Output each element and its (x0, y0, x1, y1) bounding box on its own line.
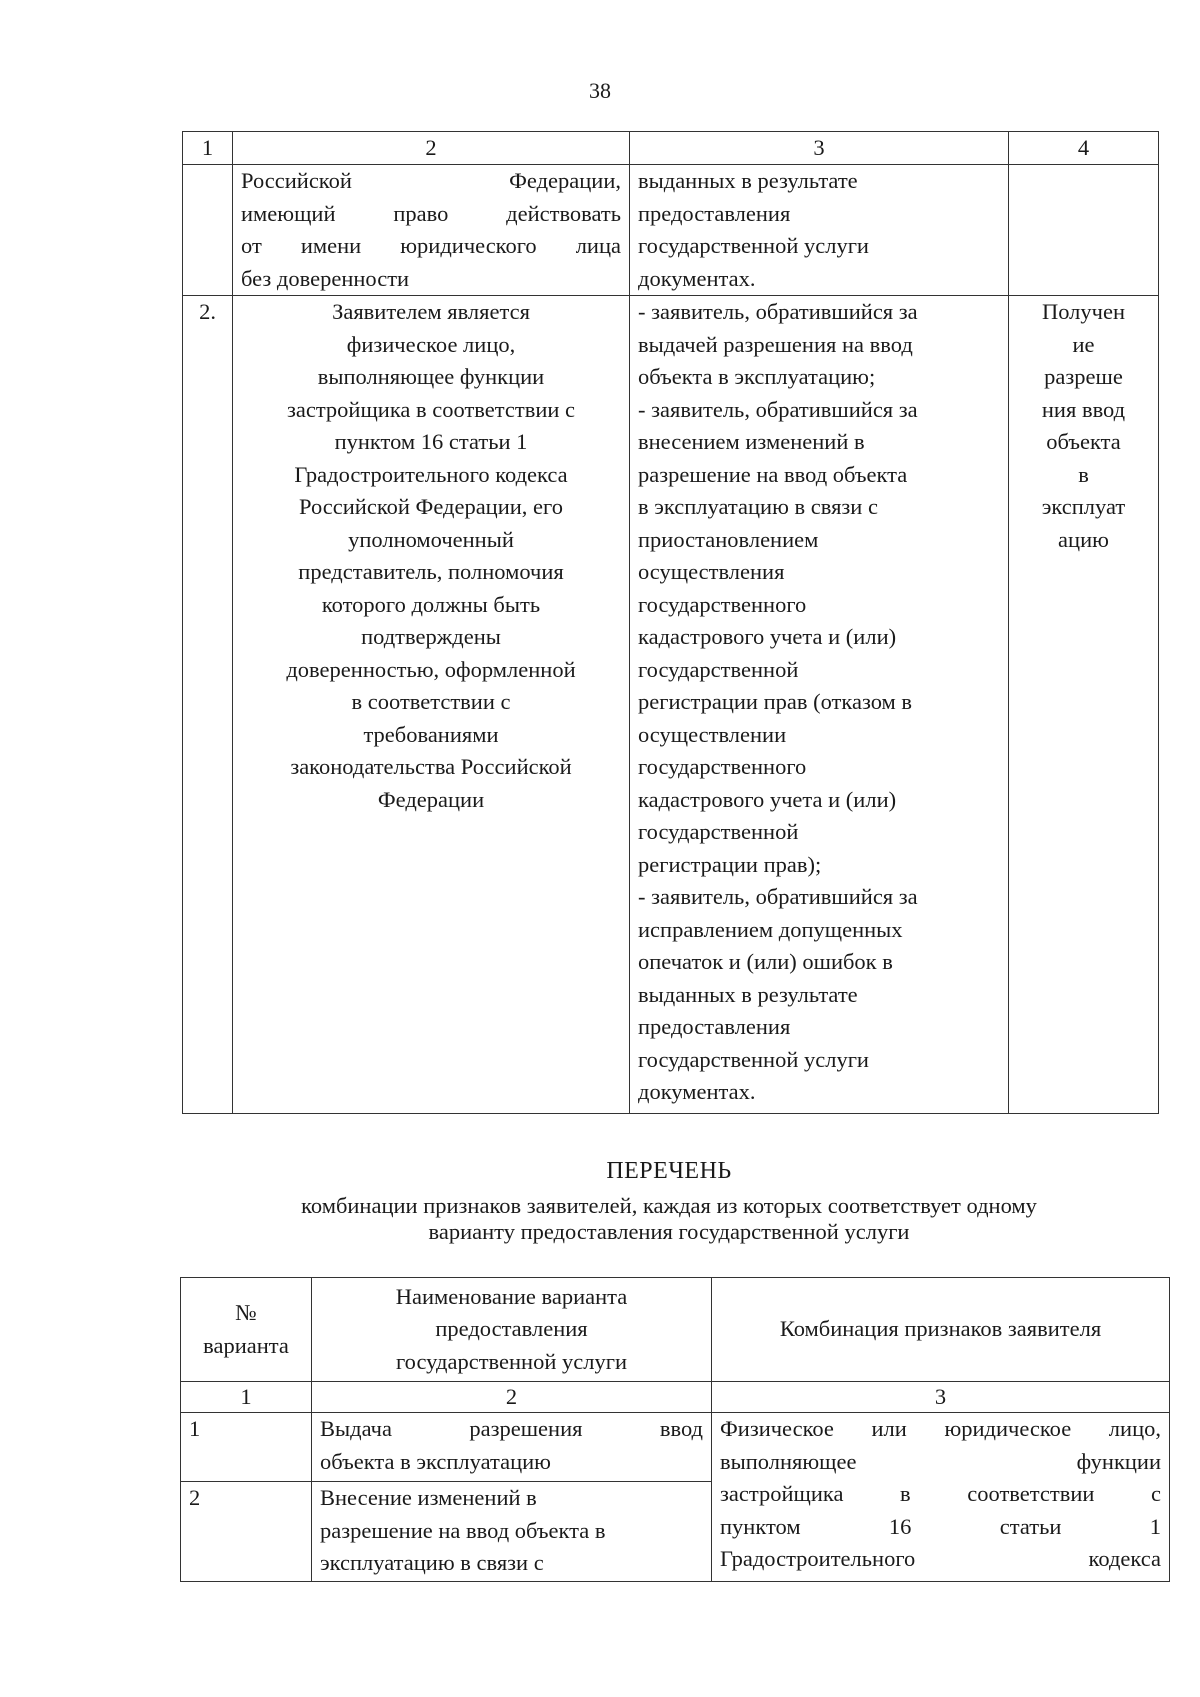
variant-name (312, 1413, 712, 1482)
text-line: Градостроительного кодекса (294, 461, 568, 487)
text-line: кадастрового учета и (или) (638, 786, 897, 812)
text-line: государственной услуги (638, 1046, 869, 1072)
table-row (181, 1413, 1170, 1482)
text-line: объекта в эксплуатацию (320, 1448, 551, 1474)
text-line: подтверждены (361, 624, 501, 649)
text-line: выполняющее функции (720, 1448, 1161, 1474)
applicant-description-cell (233, 296, 630, 1114)
column-number-1: 1 (181, 1382, 312, 1413)
header-line: № (235, 1300, 257, 1325)
text-line: Получен (1041, 299, 1126, 324)
text-line: физическое лицо, (346, 331, 516, 357)
table-header-row (183, 132, 1159, 165)
text-line: объекта в эксплуатацию; (638, 364, 876, 389)
text-line: государственного (638, 754, 807, 779)
text-line: государственной (638, 656, 799, 682)
text-line: выданных в результате (638, 168, 858, 193)
text-line: - заявитель, обратившийся за (638, 396, 918, 422)
text-line: пунктом 16 статьи 1 (720, 1513, 1161, 1539)
text-line: ие (1072, 331, 1095, 357)
text-line: опечаток и (или) ошибок в (638, 949, 893, 974)
text-line: выполняющее функции (317, 364, 545, 389)
text-line: осуществления (638, 559, 785, 584)
result-cell (1009, 165, 1159, 296)
header-line: государственной услуги (396, 1348, 627, 1374)
text-line: Заявителем является (332, 299, 530, 324)
text-line: кадастрового учета и (или) (638, 624, 897, 649)
text-line: приостановлением (638, 526, 819, 552)
text-line: ацию (1058, 526, 1109, 552)
row-number (183, 165, 233, 296)
text-line: Федерации (377, 786, 485, 812)
list-title: ПЕРЕЧЕНЬ (606, 1158, 732, 1184)
variant-name-header (312, 1278, 712, 1382)
text-line: эксплуат (1041, 494, 1126, 519)
text-line: предоставления (638, 1014, 791, 1039)
text-line: предоставления (638, 200, 791, 226)
table-row (183, 165, 1159, 296)
text-line: внесением изменений в (638, 429, 865, 454)
text-line: застройщика в соответствии с (286, 396, 576, 422)
header-line: Наименование варианта (395, 1283, 628, 1309)
text-line: ния ввод (1041, 396, 1126, 422)
applicant-description-cell (233, 165, 630, 296)
text-line: разрешение на ввод объекта в (320, 1517, 606, 1543)
variant-name (312, 1482, 712, 1582)
text-line: Градостроительного кодекса (720, 1546, 1161, 1571)
combination-header: Комбинация признаков заявителя (712, 1278, 1170, 1382)
column-numbers-row (181, 1382, 1170, 1413)
text-line: представитель, полномочия (298, 559, 564, 584)
text-line: Российской Федерации, (241, 168, 621, 193)
text-line: документах. (638, 1079, 756, 1104)
list-subtitle (0, 1193, 1200, 1245)
column-number-4: 4 (1009, 132, 1159, 165)
text-line: выдачей разрешения на ввод (638, 331, 913, 357)
text-line: объекта (1046, 429, 1121, 454)
text-line: эксплуатацию в связи с (320, 1550, 544, 1575)
text-line: осуществлении (638, 721, 787, 747)
applicant-criteria-cell (630, 165, 1009, 296)
text-line: требованиями (363, 721, 499, 747)
column-number-3: 3 (712, 1382, 1170, 1413)
text-line: законодательства Российской (290, 754, 572, 779)
text-line: государственной (638, 819, 799, 844)
text-line: без доверенности (241, 265, 410, 291)
combination-cell (712, 1413, 1170, 1582)
text-line: - заявитель, обратившийся за (638, 299, 918, 324)
text-line: разреше (1044, 364, 1123, 389)
subtitle-line: варианту предоставления государственной услуги (428, 1219, 910, 1244)
text-line: разрешение на ввод объекта (638, 461, 908, 487)
subtitle-line: комбинации признаков заявителей, каждая из которых соответствует одному (301, 1193, 1037, 1218)
variant-number-header (181, 1278, 312, 1382)
text-line: регистрации прав (отказом в (638, 689, 913, 714)
variant-number: 1 (181, 1413, 312, 1482)
applicant-criteria-cell (630, 296, 1009, 1114)
text-line: пунктом 16 статьи 1 (334, 429, 528, 454)
text-line: уполномоченный (348, 526, 514, 552)
text-line: регистрации прав); (638, 851, 822, 877)
text-line: - заявитель, обратившийся за (638, 884, 918, 909)
variant-number: 2 (181, 1482, 312, 1582)
text-line: Российской Федерации, его (299, 494, 563, 519)
text-line: от имени юридического лица (241, 233, 621, 258)
text-line: имеющий право действовать (241, 200, 621, 226)
variants-table (180, 1277, 1170, 1582)
text-line: государственной услуги (638, 233, 869, 258)
text-line: доверенностью, оформленной (286, 656, 576, 682)
text-line: в эксплуатацию в связи с (638, 494, 878, 519)
text-line: застройщика в соответствии с (720, 1481, 1161, 1506)
applicant-categories-table (182, 131, 1159, 1114)
text-line: документах. (638, 265, 756, 291)
header-line: предоставления (435, 1316, 588, 1342)
text-line: Выдача разрешения ввод (320, 1416, 703, 1441)
text-line: в соответствии с (351, 689, 511, 714)
text-line: которого должны быть (321, 591, 541, 617)
column-number-2: 2 (312, 1382, 712, 1413)
column-number-2: 2 (233, 132, 630, 165)
text-line: государственного (638, 591, 807, 617)
header-line: варианта (203, 1332, 289, 1358)
column-number-1: 1 (183, 132, 233, 165)
text-line: Физическое или юридическое лицо, (720, 1416, 1161, 1441)
text-line: Внесение изменений в (320, 1485, 537, 1510)
text-line: в (1078, 461, 1089, 487)
row-number: 2. (183, 296, 233, 1114)
column-number-3: 3 (630, 132, 1009, 165)
page-number: 38 (589, 78, 611, 103)
text-line: выданных в результате (638, 981, 858, 1007)
text-line: исправлением допущенных (638, 916, 903, 942)
table-row (183, 296, 1159, 1114)
table-header-row (181, 1278, 1170, 1382)
result-cell (1009, 296, 1159, 1114)
